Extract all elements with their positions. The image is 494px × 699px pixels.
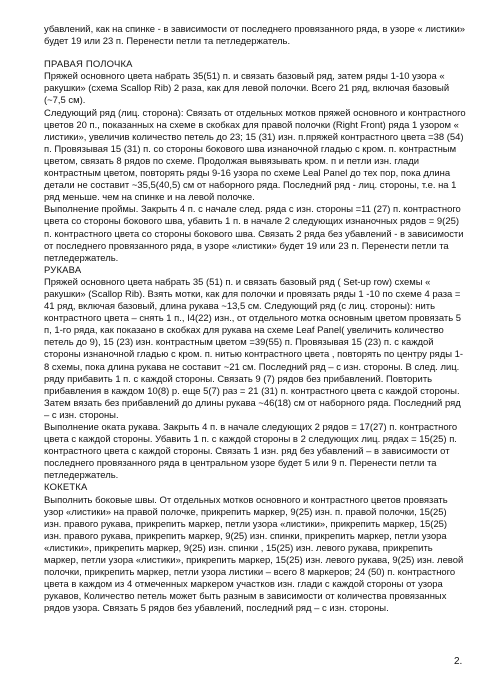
section-heading-right-front: ПРАВАЯ ПОЛОЧКА [44, 59, 133, 71]
section-yoke [44, 482, 466, 615]
section-paragraph: Пряжей основного цвета набрать 35(51) п. и связать базовый ряд, затем ряды 1-10 узора « ракушки» (схема Scallop Rib) 2 раза, как для левой полочки. Всего 21 ряд, включая базовый (~7,5 см). [44, 71, 450, 107]
section-right-front [44, 59, 466, 265]
section-heading-sleeves: РУКАВА [44, 264, 82, 276]
section-paragraph: Следующий ряд (лиц. сторона): Связать от отдельных мотков пряжей основного и контрастного цветов 20 п., показанных на схеме в скобках для правой полочки (Right Front) ряда 1 узором « листики», увеличив количество петель до 23; 15 (31) изн. п.пряжей контрастного цвета =38 (54) п. Провязывая 15 (31) п. со стороны бокового шва изнаночной гладью с кром. п. контрастным цветом, связать 8 рядов по схеме. Продолжая вывязывать кром. п и петли изн. глади контрастным цветом, повторять ряды 9-16 узора по схеме Leal Panel до тех пор, пока длина детали не составит ~35,5(40,5) см от наборного ряда. Последний ряд - лиц. стороны, т.е. на 1 ряд меньше. чем на спинке и на левой полочке. [44, 107, 466, 204]
page-number: 2. [454, 656, 463, 667]
section-paragraph: Выполнение проймы. Закрыть 4 п. с начале след. ряда с изн. стороны =11 (27) п. контрастного цвета со стороны бокового шва, убавить 1 п. в начале 2 следующих изнаночных рядов = 9(25) п. контрастного цвета со стороны бокового шва. Связать 2 ряда без убавлений - в зависимости от последнего провязанного ряда, в узоре «листики» будет 19 или 23 п. Перенести петли та петледержатель. [44, 204, 464, 264]
section-paragraph: Выполнить боковые швы. От отдельных мотков основного и контрастного цветов провязать узор «листики» на правой полочке, прикрепить маркер, 9(25) изн. п. правой полочки, 15(25) изн. правого рукава, прикрепить маркер, петли узора «листики», прикрепить маркер, 15(25) изн. правого рукава, прикрепить маркер, 9(25) изн. спинки, прикрепить маркер, петли узора «листики», прикрепить маркер, 9(25) изн. спинки , 15(25) изн. левого рукава, прикрепить маркер, петли узора «листики», прикрепить маркер, 15(25) изн. левого рукава, 9(25) изн. левой полочки, прикрепить маркер, петли узора листики – всего 8 маркеров; 24 (50) п. контрастного цвета в каждом из 4 отмеченных маркером участков изн. глади с каждой стороны от узора рукавов, Количество петель может быть разным в зависимости от количества провязанных рядов узора. Связать 5 рядов без убавлений, последний ряд – с изн. стороны. [44, 494, 464, 615]
section-paragraph: Выполнение оката рукава. Закрыть 4 п. в начале следующих 2 рядов = 17(27) п. контрастного цвета с каждой стороны. Убавить 1 п. с каждой стороны в 2 следующих лиц. рядах = 15(25) п. контрастного цвета с каждой стороны. Связать 1 изн. ряд без убавлений – в зависимости от последнего провязанного ряда в центральном узоре будет 5 или 9 п. Перенести петли та петледержатель. [44, 422, 458, 482]
section-sleeves [44, 265, 466, 483]
document-page [44, 24, 466, 616]
section-paragraph: Пряжей основного цвета набрать 35 (51) п. и связать базовый ряд ( Set-up row) схемы « ракушки» (Scallop Rib). Взять мотки, как для полочки и провязать ряды 1 -10 по схеме 4 раза = 41 ряд, включая базовый, длина рукава ~13,5 см. Следующий ряд (с лиц. стороны): нить контрастного цвета – снять 1 п., І4(22) изн., от отдельного мотка основным цветом провязать 5 п, 1-го ряда, как показано в скобках для рукава на схеме Leaf Panel( увеличить количество петель до 9), 15 (23) изн. контрастным цветом =39(55) п. Провязывая 15 (23) п. с каждой стороны изнаночной гладью с кром. п. нитью контрастного цвета , повторять по центру ряды 1-8 схемы, пока длина рукава не составит ~21 см. Последний ряд – с изн. стороны. В след. лиц. ряду прибавить 1 п. с каждой стороны. Связать 9 (7) рядов без прибавлений. Повторить прибавления в каждом 10(8) р. еще 5(7) раз = 21 (31) п. контрастного цвета с каждой стороны. Затем вязать без прибавлений до длины рукава ~46(18) см от наборного ряда. Последний ряд – с изн. стороны. [44, 276, 464, 421]
intro-paragraph: убавлений, как на спинке - в зависимости от последнего провязанного ряда, в узоре « листики» будет 19 или 23 п. Перенести петли та петледержатель. [44, 24, 466, 48]
section-heading-yoke: КОКЕТКА [44, 482, 88, 494]
